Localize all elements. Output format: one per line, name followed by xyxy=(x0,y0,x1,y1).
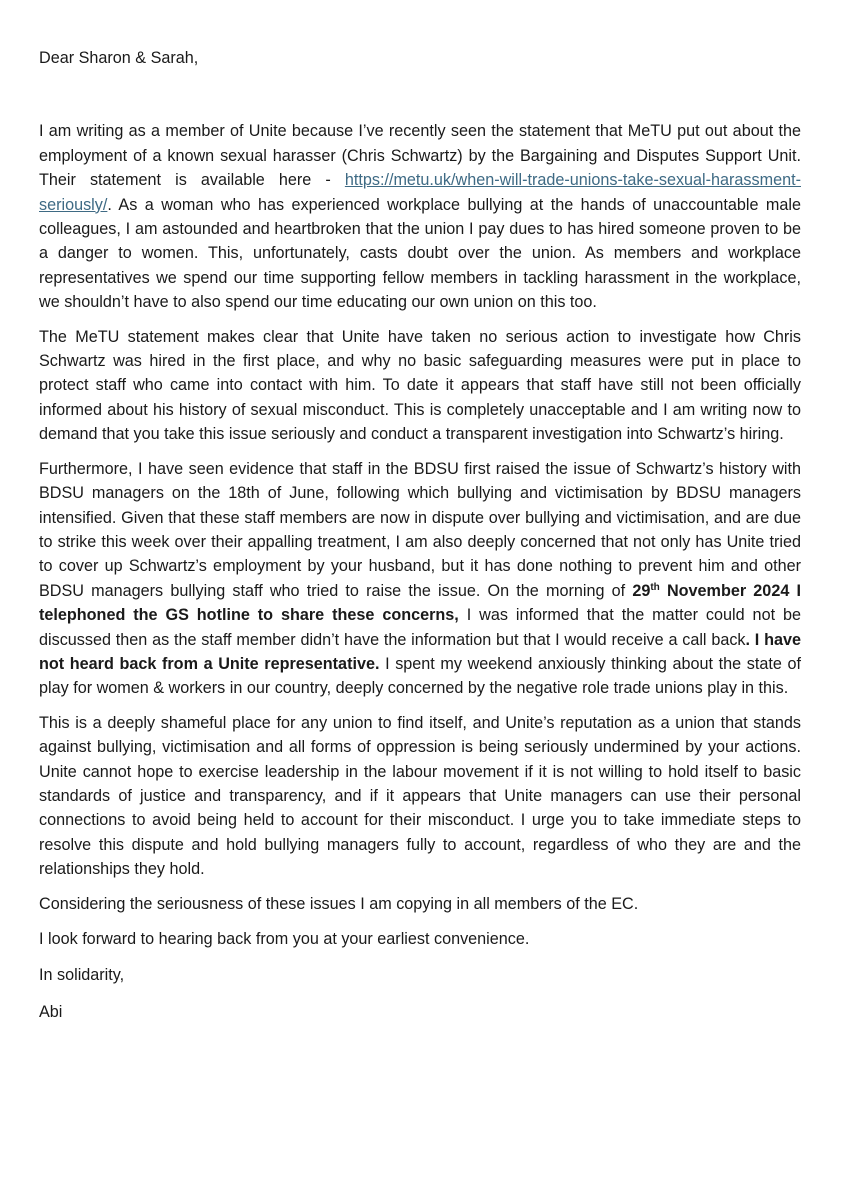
metu-statement-link[interactable]: https://metu.uk/when-will-trade-unions-take-sexual-harassment-seriously/ xyxy=(39,171,801,214)
paragraph-1 xyxy=(39,119,801,314)
salutation: Dear Sharon & Sarah, xyxy=(39,49,199,67)
not-heard-back-bold: . I have not heard back from a Unite representative. xyxy=(39,630,801,673)
paragraph-3 xyxy=(39,457,801,701)
paragraph-1-text-a: I am writing as a member of Unite because I’ve recently seen the statement that MeTU put out about the employment of a known sexual harasser (Chris Schwartz) by the Bargaining and Disputes Support Unit. Their statement is available here - xyxy=(39,122,801,190)
paragraph-3-text-c: I spent my weekend anxiously thinking about the state of play for women & workers in our country, deeply concerned by the negative role trade unions play in this. xyxy=(39,654,801,698)
paragraph-2: The MeTU statement makes clear that Unite have taken no serious action to investigate how Chris Schwartz was hired in the first place, and why no basic safeguarding measures were put in place to protect staff who came into contact with him. To date it appears that staff have still not been officially informed about his history of sexual misconduct. This is completely unacceptable and I am writing now to demand that you take this issue seriously and conduct a transparent investigation into Schwartz’s hiring. xyxy=(39,327,801,444)
letter-body xyxy=(39,46,801,1024)
paragraph-1-text-b: . As a woman who has experienced workplace bullying at the hands of unaccountable male colleagues, I am astounded and heartbroken that the union I pay dues to has hired someone proven to be a danger to women. This, unfortunately, casts doubt over the union. As members and workplace representatives we spend our time supporting fellow members in tackling harassment in the workplace, we shouldn’t have to also spend our time educating our own union on this too. xyxy=(39,195,801,312)
date-ordinal: th xyxy=(650,581,660,593)
date-day: 29 xyxy=(632,581,651,600)
hotline-call-text: November 2024 I telephoned the GS hotline to share these concerns, xyxy=(39,581,801,625)
paragraph-3-text-a: Furthermore, I have seen evidence that staff in the BDSU first raised the issue of Schwartz’s history with BDSU managers on the 18th of June, following which bullying and victimisation by BDSU managers intensified. Given that these staff members are now in dispute over bullying and victimisation, and are due to strike this week over their appalling treatment, I am also deeply concerned that not only has Unite tried to cover up Schwartz’s employment by your husband, but it has done nothing to prevent him and other BDSU managers bullying staff who tried to raise the issue. On the morning of xyxy=(39,459,801,600)
paragraph-4: This is a deeply shameful place for any union to find itself, and Unite’s reputation as a union that stands against bullying, victimisation and all forms of oppression is being seriously undermined by your actions. Unite cannot hope to exercise leadership in the labour movement if it is not willing to hold itself to basic standards of justice and transparency, and if it appears that Unite managers can use their personal connections to avoid being held to account for their misconduct. I urge you to take immediate steps to resolve this dispute and hold bullying managers fully to account, regardless of who they are and the relationships they hold. xyxy=(39,713,801,879)
paragraph-5: Considering the seriousness of these issues I am copying in all members of the EC. xyxy=(39,894,639,913)
signature: Abi xyxy=(39,1002,63,1021)
closing: In solidarity, xyxy=(39,966,125,985)
paragraph-3-text-b: I was informed that the matter could not be discussed then as the staff member didn’t have the information but that I would receive a call back xyxy=(39,606,801,649)
paragraph-6: I look forward to hearing back from you at your earliest convenience. xyxy=(39,930,530,948)
